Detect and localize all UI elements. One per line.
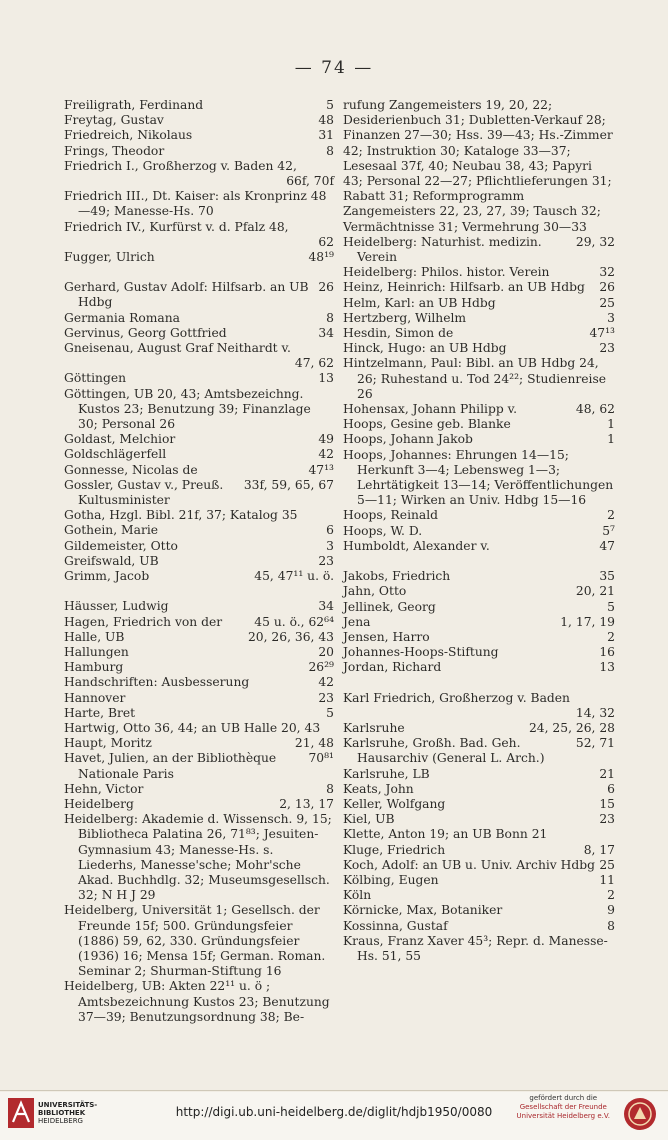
entry-text: Hoops, Reinald	[343, 508, 439, 523]
entry-text: Köln	[343, 888, 372, 903]
entry-page-ref: 26²⁹	[308, 660, 334, 675]
index-entry	[343, 584, 615, 599]
entry-text: Friedrich III., Dt. Kaiser: als Kronprinz 48—49; Manesse-Hs. 70	[64, 189, 327, 219]
entry-text: Jordan, Richard	[343, 660, 442, 675]
index-entry	[343, 858, 615, 873]
entry-text: Johannes-Hoops-Stiftung	[343, 645, 499, 660]
index-entry	[343, 326, 615, 341]
entry-text: Heinz, Heinrich: Hilfsarb. an UB Hdbg	[343, 280, 585, 295]
index-entry	[64, 675, 334, 690]
entry-page-ref: 35	[599, 569, 615, 584]
entry-page-ref: 14, 32	[575, 705, 615, 720]
entry-page-ref: 16	[599, 645, 615, 660]
sponsor-name-line: Universität Heidelberg e.V.	[516, 1112, 610, 1120]
entry-text: rufung Zangemeisters 19, 20, 22; Desiderienbuch 31; Dubletten-Verkauf 28; Finanzen 27—30; Hss. 39—43; Hs.-Zimmer 42; Instruktion 30; Kataloge 33—37; Lesesaal 37f, 40; Neubau 38, 43; Papyri 43; Personal 22—27; Pflichtlieferungen 31; Rabatt 31; Reformprogramm Zangemeisters 22, 23, 27, 39; Tausch 32; Vermächtnisse 31; Vermehrung 30—33	[343, 98, 613, 234]
index-entry	[343, 280, 615, 295]
entry-page-ref: 1, 17, 19	[560, 614, 615, 629]
entry-text: Gervinus, Georg Gottfried	[64, 325, 227, 340]
entry-text: Kölbing, Eugen	[343, 872, 439, 887]
index-entry	[64, 706, 334, 721]
index-entry	[64, 326, 334, 341]
entry-page-ref: 52, 71	[575, 736, 615, 751]
entry-page-ref: 21	[599, 766, 615, 781]
index-entry	[343, 721, 615, 736]
entry-text: Karlsruhe	[343, 720, 405, 735]
index-entry	[64, 630, 334, 645]
entry-page-ref: 48¹⁹	[308, 250, 334, 265]
entry-page-ref: 34	[318, 325, 334, 340]
index-entry	[64, 599, 334, 614]
entry-page-ref: 23	[599, 812, 615, 827]
index-entry	[64, 463, 334, 478]
index-entry	[64, 98, 334, 113]
entry-page-ref: 33f, 59, 65, 67	[243, 477, 334, 492]
entry-page-ref: 2	[607, 888, 615, 903]
entry-text: Hannover	[64, 690, 126, 705]
entry-text: Gneisenau, August Graf Neithardt v.	[64, 341, 291, 356]
entry-page-ref: 5	[326, 98, 334, 112]
entry-text: Karl Friedrich, Großherzog v. Baden	[343, 690, 570, 705]
index-entry	[64, 508, 334, 523]
entry-text: Fugger, Ulrich	[64, 250, 155, 265]
entry-text: Greifswald, UB	[64, 553, 159, 568]
entry-text: Frings, Theodor	[64, 143, 165, 158]
index-entry	[64, 812, 334, 903]
entry-text: Göttingen, UB 20, 43; Amtsbezeichng. Kustos 23; Benutzung 39; Finanzlage 30; Personal 26	[64, 386, 311, 432]
footer-divider	[0, 1090, 668, 1091]
index-entry	[64, 554, 334, 569]
index-column-left	[64, 98, 334, 1025]
index-entry	[343, 524, 615, 539]
entry-page-ref: 8	[607, 918, 615, 933]
index-entry	[64, 174, 334, 189]
index-entry	[343, 888, 615, 903]
entry-text: Karlsruhe, LB	[343, 766, 430, 781]
entry-text: Hohensax, Johann Philipp v.	[343, 402, 518, 417]
index-entry	[343, 98, 615, 235]
entry-text: Hoops, Johann Jakob	[343, 432, 473, 447]
entry-text: Hintzelmann, Paul: Bibl. an UB Hdbg 24, 26; Ruhestand u. Tod 24²²; Studienreise 26	[343, 356, 607, 401]
index-entry	[343, 660, 615, 675]
entry-text: Hallungen	[64, 644, 129, 659]
entry-page-ref: 8, 17	[583, 842, 615, 857]
entry-text: Haupt, Moritz	[64, 736, 152, 751]
entry-page-ref: 29, 32	[575, 234, 615, 249]
entry-text: Kraus, Franz Xaver 45³; Repr. d. Manesse-Hs. 51, 55	[343, 933, 608, 963]
entry-page-ref: 8	[326, 310, 334, 325]
entry-text: Hoops, W. D.	[343, 523, 423, 538]
index-entry	[64, 782, 334, 797]
entry-text: Friedreich, Nikolaus	[64, 128, 193, 143]
index-entry	[343, 417, 615, 432]
entry-text: Gildemeister, Otto	[64, 538, 178, 553]
entry-page-ref: 48	[318, 113, 334, 128]
entry-page-ref: 49	[318, 432, 334, 447]
entry-text: Humboldt, Alexander v.	[343, 538, 490, 553]
entry-text: Freiligrath, Ferdinand	[64, 98, 204, 112]
index-entry	[64, 432, 334, 447]
index-entry	[343, 736, 615, 766]
entry-text: Jensen, Harro	[343, 629, 430, 644]
index-entry	[343, 356, 615, 402]
entry-text: Klette, Anton 19; an UB Bonn 21	[343, 827, 548, 842]
index-entry	[343, 615, 615, 630]
entry-text: Germania Romana	[64, 310, 180, 325]
page-number: — 74 —	[294, 58, 374, 78]
index-entry	[343, 235, 615, 265]
entry-text: Friedrich I., Großherzog v. Baden 42,	[64, 158, 297, 173]
index-entry	[64, 691, 334, 706]
index-entry	[343, 600, 615, 615]
entry-page-ref: 20	[318, 644, 334, 659]
entry-page-ref: 48, 62	[575, 402, 615, 417]
entry-text: Hehn, Victor	[64, 781, 144, 796]
entry-page-ref: 1	[607, 417, 615, 432]
entry-text: Kossinna, Gustaf	[343, 918, 448, 933]
index-entry	[343, 812, 615, 827]
entry-text: Heidelberg: Philos. histor. Verein	[343, 265, 550, 280]
entry-text: Hinck, Hugo: an UB Hdbg	[343, 341, 507, 356]
entry-page-ref: 47	[599, 538, 615, 553]
footer-bar	[0, 1092, 668, 1140]
index-entry	[343, 827, 615, 842]
entry-page-ref: 42	[318, 447, 334, 462]
section-gap	[64, 584, 334, 599]
entry-text: Hesdin, Simon de	[343, 326, 454, 341]
index-entry	[64, 128, 334, 143]
entry-text: Grimm, Jacob	[64, 569, 150, 584]
entry-page-ref: 2	[607, 508, 615, 523]
entry-page-ref: 3	[607, 310, 615, 325]
library-name-line: UNIVERSITÄTS-	[38, 1101, 98, 1109]
entry-page-ref: 6	[326, 523, 334, 538]
index-entry	[64, 280, 334, 310]
index-entry	[64, 721, 334, 736]
index-entry	[64, 250, 334, 265]
index-entry	[343, 265, 615, 280]
index-entry	[343, 402, 615, 417]
index-entry	[64, 356, 334, 371]
entry-page-ref: 47, 62	[294, 356, 334, 371]
entry-text: Kluge, Friedrich	[343, 842, 446, 857]
index-entry	[64, 903, 334, 979]
entry-text: Helm, Karl: an UB Hdbg	[343, 295, 496, 310]
index-entry	[64, 447, 334, 462]
index-entry	[64, 235, 334, 250]
entry-page-ref: 25	[599, 857, 615, 872]
index-entry	[64, 311, 334, 326]
entry-page-ref: 23	[599, 341, 615, 356]
entry-page-ref: 9	[607, 903, 615, 918]
entry-page-ref: 24, 25, 26, 28	[528, 720, 615, 735]
entry-page-ref: 23	[318, 690, 334, 705]
index-entry	[64, 113, 334, 128]
entry-text: Heidelberg: Akademie d. Wissensch. 9, 15; Bibliotheca Palatina 26, 71⁸³; Jesuiten-Gymnasium 43; Manesse-Hs. s. Liederhs, Manesse'sche; Mohr'sche Akad. Buchhdlg. 32; Museumsgesellsch. 32; N H J 29	[64, 812, 332, 903]
entry-page-ref: 47¹³	[589, 326, 615, 341]
entry-page-ref: 42	[318, 675, 334, 690]
entry-text: Gossler, Gustav v., Preuß. Kultusminister	[64, 477, 224, 508]
entry-text: Jahn, Otto	[343, 584, 407, 599]
index-entry	[343, 767, 615, 782]
entry-text: Häusser, Ludwig	[64, 599, 169, 614]
entry-text: Hertzberg, Wilhelm	[343, 310, 467, 325]
index-entry	[64, 797, 334, 812]
library-name-line: HEIDELBERG	[38, 1117, 83, 1125]
index-entry	[343, 311, 615, 326]
index-entry	[343, 843, 615, 858]
entry-text: Handschriften: Ausbesserung	[64, 675, 250, 690]
entry-page-ref: 23	[318, 553, 334, 568]
entry-page-ref: 45 u. ö., 62⁶⁴	[254, 614, 334, 629]
index-entry	[64, 615, 334, 630]
index-entry	[64, 736, 334, 751]
entry-text: Hagen, Friedrich von der	[64, 614, 223, 629]
entry-page-ref: 5⁷	[602, 523, 615, 538]
entry-text: Heidelberg	[64, 796, 134, 811]
sponsor-text	[517, 1094, 610, 1121]
entry-text: Harte, Bret	[64, 705, 136, 720]
index-entry	[343, 873, 615, 888]
source-url[interactable]: http://digi.ub.uni-heidelberg.de/diglit/hdjb1950/0080	[175, 1105, 493, 1119]
entry-text: Keats, John	[343, 781, 414, 796]
entry-text: Havet, Julien, an der Bibliothèque Nationale Paris	[64, 751, 277, 781]
entry-text: Heidelberg: Naturhist. medizin. Verein	[343, 234, 542, 265]
index-entry	[64, 341, 334, 356]
entry-page-ref: 8	[326, 781, 334, 796]
entry-page-ref: 20, 26, 36, 43	[247, 629, 334, 644]
index-entry	[343, 706, 615, 721]
entry-page-ref: 5	[607, 599, 615, 614]
entry-page-ref: 8	[326, 143, 334, 158]
entry-page-ref: 66f, 70f	[286, 174, 334, 189]
index-entry	[343, 782, 615, 797]
entry-text: Jakobs, Friedrich	[343, 569, 451, 584]
index-entry	[64, 387, 334, 433]
entry-text: Kiel, UB	[343, 812, 395, 827]
entry-text: Göttingen	[64, 371, 127, 386]
index-entry	[343, 341, 615, 356]
entry-text: Gothein, Marie	[64, 523, 159, 538]
library-name-line: BIBLIOTHEK	[38, 1109, 86, 1117]
entry-page-ref: 1	[607, 432, 615, 447]
index-entry	[343, 691, 615, 706]
entry-page-ref: 13	[599, 660, 615, 675]
entry-page-ref: 5	[326, 705, 334, 720]
index-entry	[343, 919, 615, 934]
index-entry	[64, 144, 334, 159]
index-entry	[343, 296, 615, 311]
entry-page-ref: 21, 48	[294, 736, 334, 751]
entry-text: Körnicke, Max, Botaniker	[343, 903, 503, 918]
entry-page-ref: 32	[599, 265, 615, 280]
entry-page-ref: 26	[318, 280, 334, 295]
entry-page-ref: 31	[318, 128, 334, 143]
index-entry	[64, 645, 334, 660]
entry-page-ref: 62	[318, 234, 334, 249]
index-entry	[343, 539, 615, 554]
entry-text: Hoops, Johannes: Ehrungen 14—15; Herkunft 3—4; Lebensweg 1—3; Lehrtätigkeit 13—14; Veröffentlichungen 5—11; Wirken an Univ. Hdbg 15—16	[343, 447, 614, 508]
index-entry	[343, 903, 615, 918]
sponsor-name-line: Gesellschaft der Freunde	[519, 1103, 607, 1111]
index-entry	[64, 220, 334, 235]
entry-text: Gotha, Hzgl. Bibl. 21f, 37; Katalog 35	[64, 508, 298, 523]
entry-text: Freytag, Gustav	[64, 113, 164, 128]
entry-text: Jena	[343, 614, 371, 629]
index-entry	[343, 630, 615, 645]
index-entry	[64, 979, 334, 1025]
entry-text: Hartwig, Otto 36, 44; an UB Halle 20, 43	[64, 720, 321, 735]
entry-page-ref: 2	[607, 629, 615, 644]
entry-page-ref: 6	[607, 781, 615, 796]
entry-page-ref: 47¹³	[308, 462, 334, 477]
entry-text: Gonnesse, Nicolas de	[64, 462, 198, 477]
index-entry	[64, 751, 334, 781]
index-entry	[343, 508, 615, 523]
index-entry	[343, 448, 615, 509]
entry-text: Hamburg	[64, 660, 124, 675]
entry-page-ref: 3	[326, 538, 334, 553]
index-entry	[64, 660, 334, 675]
index-entry	[343, 934, 615, 964]
index-entry	[64, 189, 334, 219]
entry-page-ref: 2, 13, 17	[279, 796, 334, 811]
entry-text: Halle, UB	[64, 629, 125, 644]
section-gap	[64, 265, 334, 280]
index-column-right	[343, 98, 615, 964]
entry-text: Heidelberg, UB: Akten 22¹¹ u. ö ; Amtsbezeichnung Kustos 23; Benutzung 37—39; Benutzungsordnung 38; Be-	[64, 979, 330, 1024]
entry-text: Hoops, Gesine geb. Blanke	[343, 417, 511, 432]
entry-text: Keller, Wolfgang	[343, 796, 446, 811]
entry-page-ref: 26	[599, 280, 615, 295]
index-entry	[343, 569, 615, 584]
index-entry	[64, 159, 334, 174]
entry-page-ref: 34	[318, 599, 334, 614]
section-gap	[343, 676, 615, 691]
index-entry	[64, 371, 334, 386]
index-entry	[64, 523, 334, 538]
entry-page-ref: 70⁸¹	[308, 751, 334, 766]
entry-page-ref: 11	[599, 872, 615, 887]
entry-text: Jellinek, Georg	[343, 599, 436, 614]
entry-text: Gerhard, Gustav Adolf: Hilfsarb. an UB Hdbg	[64, 280, 309, 310]
entry-page-ref: 20, 21	[575, 584, 615, 599]
entry-text: Heidelberg, Universität 1; Gesellsch. der Freunde 15f; 500. Gründungsfeier (1886) 59, 62, 330. Gründungsfeier (1936) 16; Mensa 15f; German. Roman. Seminar 2; Shurman-Stiftung 16	[64, 903, 326, 979]
sponsor-seal-icon	[622, 1096, 658, 1132]
index-entry	[343, 797, 615, 812]
entry-text: Koch, Adolf: an UB u. Univ. Archiv Hdbg	[343, 857, 595, 872]
section-gap	[343, 554, 615, 569]
entry-page-ref: 13	[318, 371, 334, 386]
entry-text: Goldschlägerfell	[64, 447, 167, 462]
entry-page-ref: 25	[599, 295, 615, 310]
entry-page-ref: 15	[599, 796, 615, 811]
sponsor-label: gefördert durch die	[529, 1094, 598, 1102]
index-entry	[64, 478, 334, 508]
index-entry	[343, 432, 615, 447]
entry-page-ref: 45, 47¹¹ u. ö.	[254, 569, 334, 584]
entry-text: Karlsruhe, Großh. Bad. Geh. Hausarchiv (General L. Arch.)	[343, 736, 545, 766]
index-entry	[64, 539, 334, 554]
entry-text: Friedrich IV., Kurfürst v. d. Pfalz 48,	[64, 219, 289, 234]
index-entry	[343, 645, 615, 660]
entry-text: Goldast, Melchior	[64, 432, 176, 447]
index-entry	[64, 569, 334, 584]
